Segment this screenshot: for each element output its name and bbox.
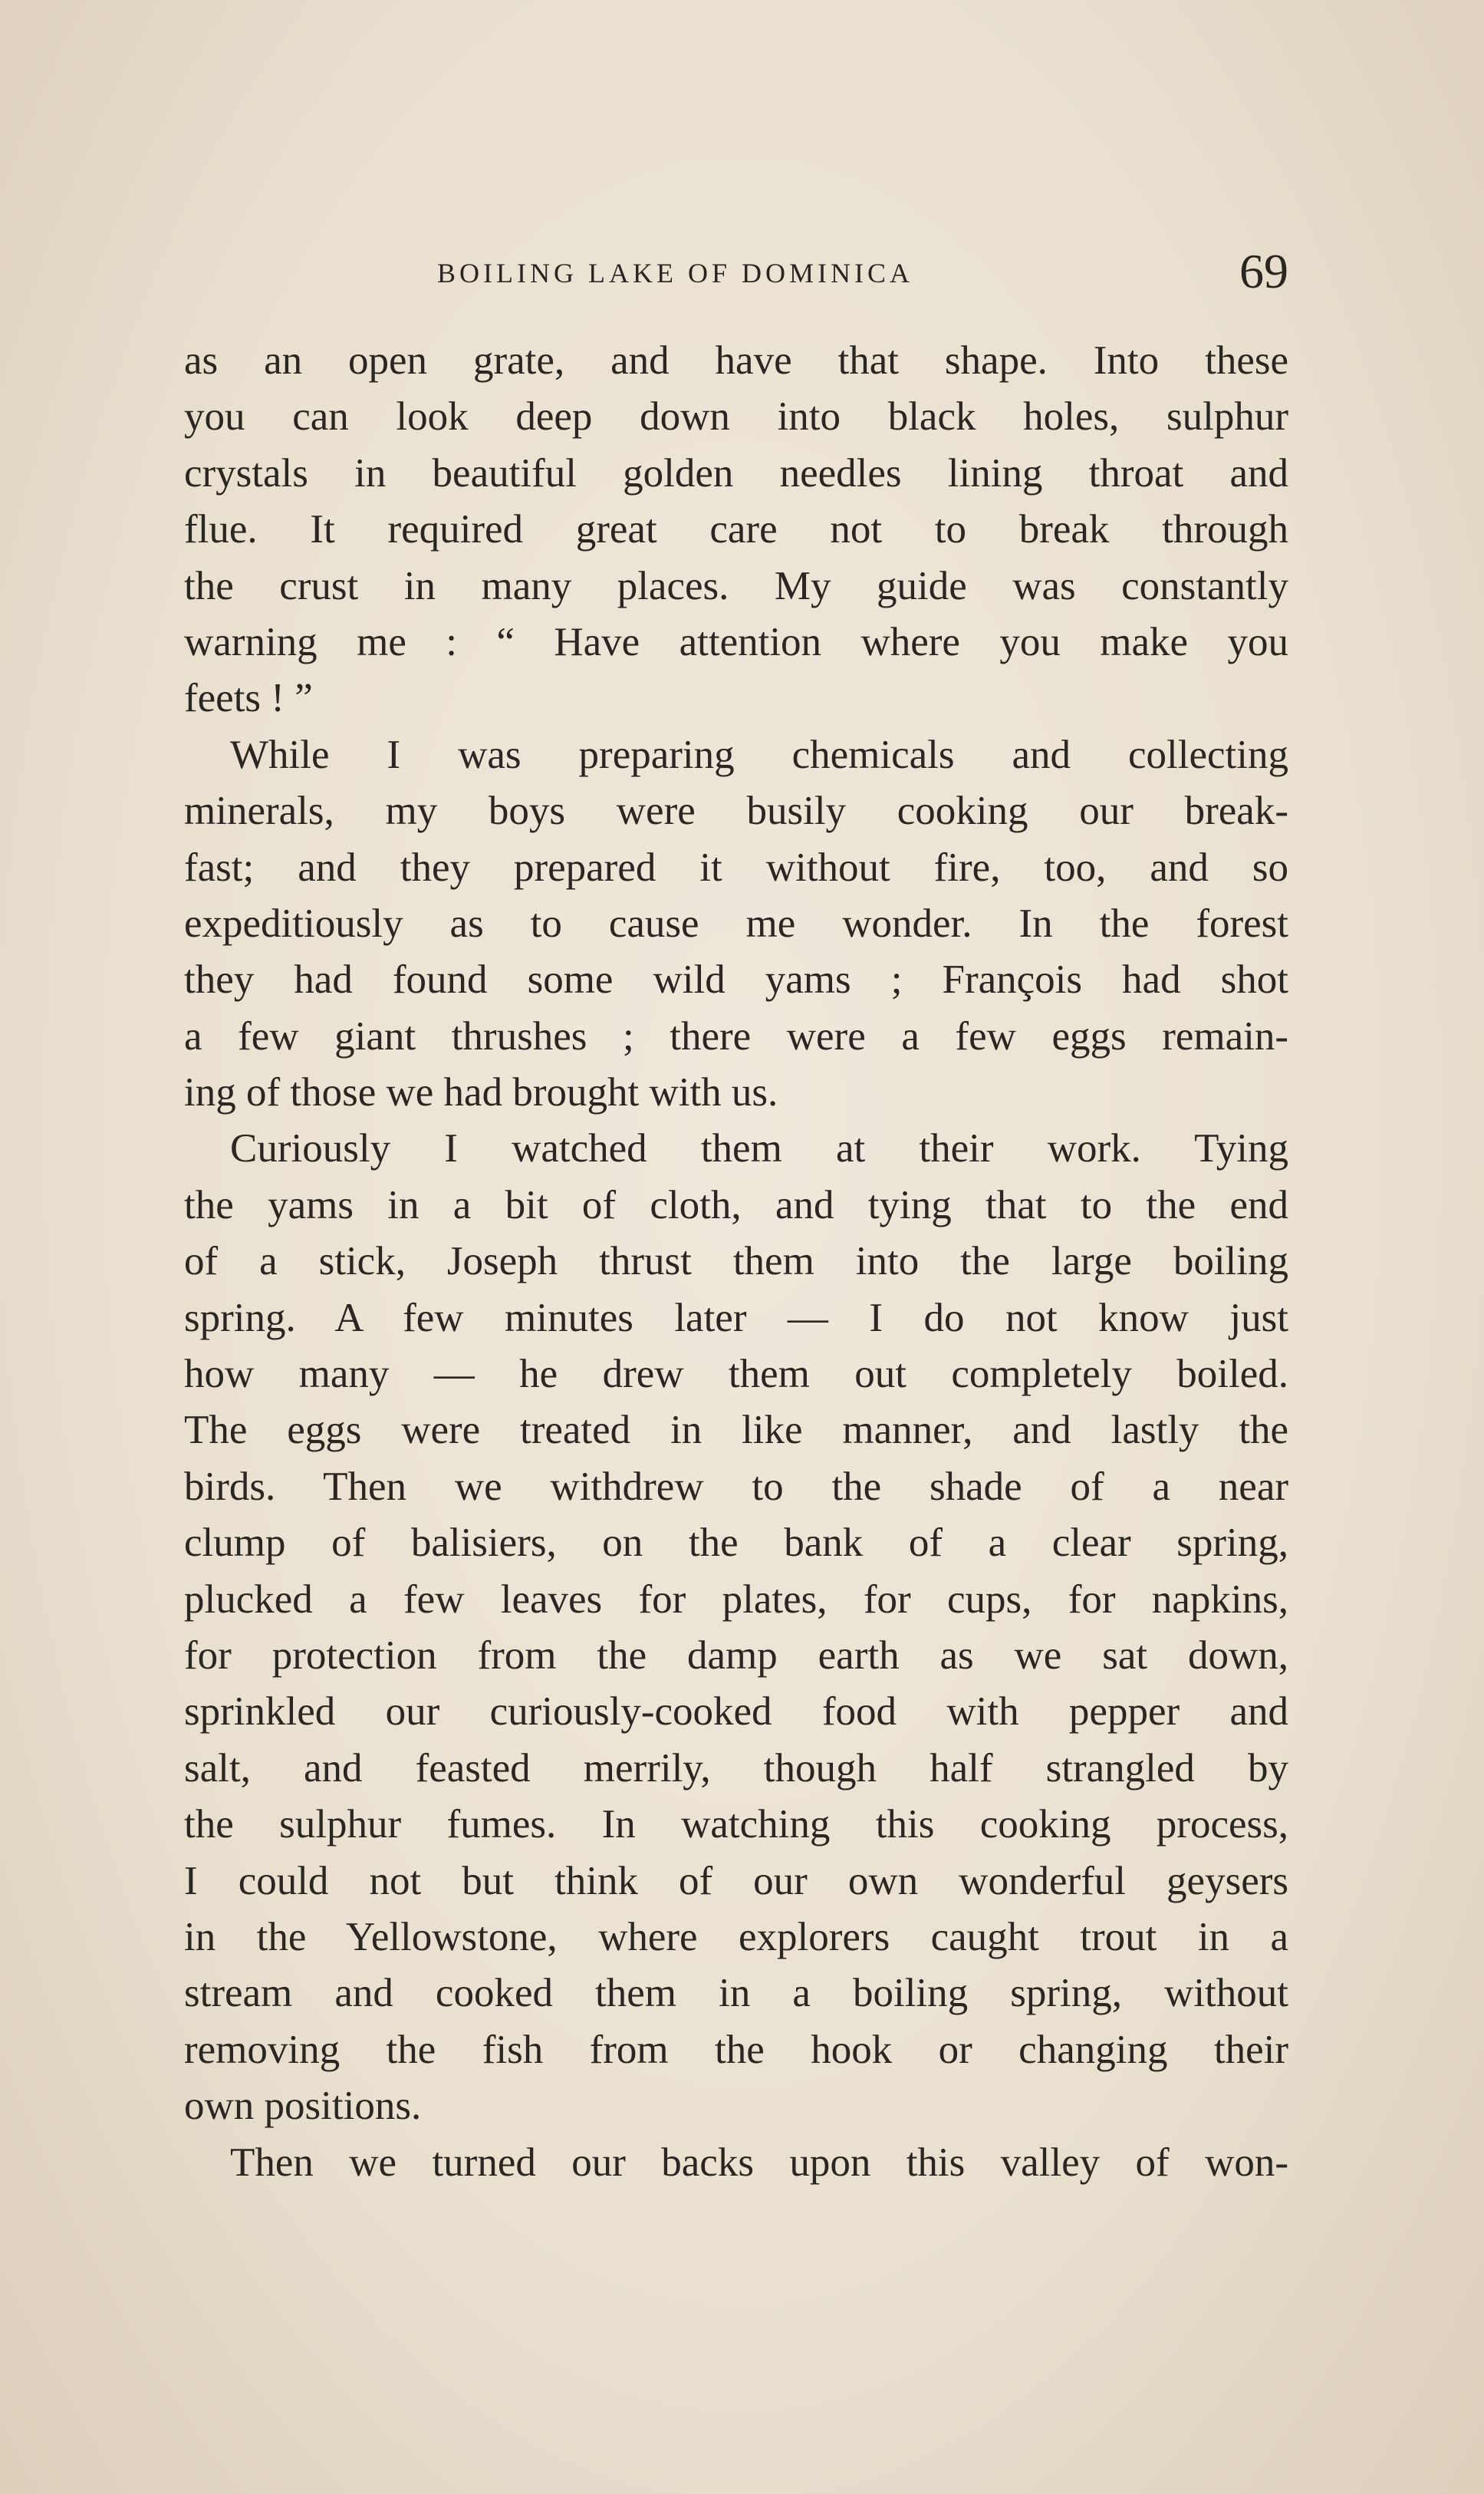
running-title: BOILING LAKE OF DOMINICA [437,258,913,288]
text-line: they had found some wild yams ; François had shot [184,957,1288,1003]
text-line: the crust in many places. My guide was constantly [184,563,1288,608]
text-line: fast; and they prepared it without fire, too, and so [184,845,1288,890]
text-line: warning me : “ Have attention where you make you [184,619,1288,664]
text-line: minerals, my boys were busily cooking our break- [184,789,1288,834]
text-line: removing the fish from the hook or changing their [184,2027,1288,2072]
text-line: Then we turned our backs upon this valley of won- [230,2140,1288,2185]
text-line: sprinkled our curiously-cooked food with pepper and [184,1689,1288,1735]
text-line: flue. It required great care not to break through [184,507,1288,552]
text-line: you can look deep down into black holes, sulphur [184,394,1288,440]
text-line: in the Yellowstone, where explorers caught trout in a [184,1914,1288,1959]
text-line: expeditiously as to cause me wonder. In the forest [184,901,1288,946]
text-line: a few giant thrushes ; there were a few eggs remain- [184,1013,1288,1059]
text-line: stream and cooked them in a boiling spring, without [184,1971,1288,2016]
text-line: how many — he drew them out completely boiled. [184,1352,1288,1397]
text-line: the sulphur fumes. In watching this cooking process, [184,1802,1288,1847]
text-line: crystals in beautiful golden needles lining throat and [184,450,1288,496]
page-number: 69 [1239,244,1288,298]
text-line: ing of those we had brought with us. [184,1070,778,1115]
text-line: the yams in a bit of cloth, and tying that to the end [184,1182,1288,1227]
text-line: Curiously I watched them at their work. Tying [230,1126,1288,1171]
text-line: plucked a few leaves for plates, for cups, for napkins, [184,1576,1288,1622]
text-line: own positions. [184,2084,422,2129]
text-line: While I was preparing chemicals and collecting [230,732,1288,777]
text-line: spring. A few minutes later — I do not know just [184,1295,1288,1340]
text-line: clump of balisiers, on the bank of a clear spring, [184,1520,1288,1566]
text-line: feets ! ” [184,676,313,721]
text-line: The eggs were treated in like manner, and lastly the [184,1408,1288,1453]
text-line: salt, and feasted merrily, though half strangled by [184,1745,1288,1791]
page-header [184,244,1288,311]
text-line: as an open grate, and have that shape. Into these [184,338,1288,383]
text-line: birds. Then we withdrew to the shade of a near [184,1464,1288,1509]
text-line: for protection from the damp earth as we sat down, [184,1632,1288,1678]
text-line: I could not but think of our own wonderful geysers [184,1858,1288,1903]
text-line: of a stick, Joseph thrust them into the large boiling [184,1239,1288,1284]
body-text [184,333,1288,2191]
